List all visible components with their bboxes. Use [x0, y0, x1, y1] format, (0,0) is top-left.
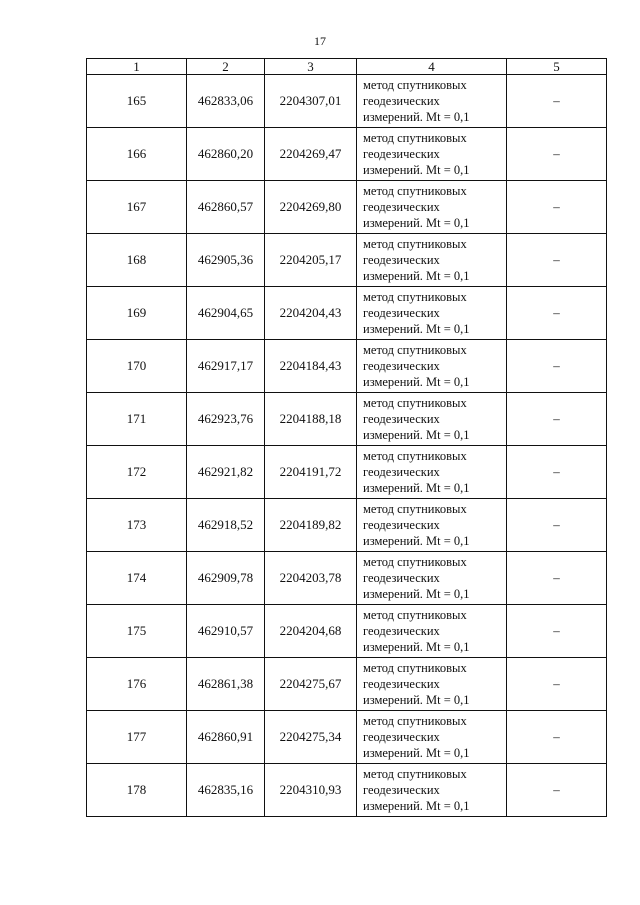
method-text-line: геодезических [363, 783, 440, 797]
table-row [87, 711, 607, 764]
method-text-line: геодезических [363, 677, 440, 691]
table-row [87, 340, 607, 393]
method-cell [357, 764, 507, 817]
method-text-line: измерений. Mt = 0,1 [363, 216, 470, 230]
method-text-line: измерений. Mt = 0,1 [363, 322, 470, 336]
method-text-line: метод спутниковых [363, 396, 467, 410]
x-coordinate-cell: 462904,65 [187, 287, 265, 340]
x-coordinate-cell: 462909,78 [187, 552, 265, 605]
column-5-cell: – [507, 393, 607, 446]
method-cell [357, 234, 507, 287]
method-text-line: геодезических [363, 306, 440, 320]
method-text-line: геодезических [363, 624, 440, 638]
point-number-cell: 178 [87, 764, 187, 817]
column-5-cell: – [507, 128, 607, 181]
x-coordinate-cell: 462918,52 [187, 499, 265, 552]
table-row [87, 552, 607, 605]
column-5-cell: – [507, 340, 607, 393]
x-coordinate-cell: 462860,57 [187, 181, 265, 234]
method-cell [357, 552, 507, 605]
method-text-line: геодезических [363, 465, 440, 479]
method-cell [357, 711, 507, 764]
method-text-line: измерений. Mt = 0,1 [363, 799, 470, 813]
method-text-line: измерений. Mt = 0,1 [363, 640, 470, 654]
method-text-line: метод спутниковых [363, 343, 467, 357]
method-text-line: измерений. Mt = 0,1 [363, 534, 470, 548]
y-coordinate-cell: 2204204,43 [265, 287, 357, 340]
method-text-line: метод спутниковых [363, 555, 467, 569]
method-text-line: метод спутниковых [363, 290, 467, 304]
method-cell [357, 605, 507, 658]
method-text-line: метод спутниковых [363, 449, 467, 463]
table-row [87, 234, 607, 287]
point-number-cell: 170 [87, 340, 187, 393]
x-coordinate-cell: 462923,76 [187, 393, 265, 446]
method-cell [357, 499, 507, 552]
point-number-cell: 171 [87, 393, 187, 446]
column-5-cell: – [507, 764, 607, 817]
point-number-cell: 167 [87, 181, 187, 234]
method-cell [357, 75, 507, 128]
column-5-cell: – [507, 234, 607, 287]
method-text-line: метод спутниковых [363, 767, 467, 781]
column-5-cell: – [507, 181, 607, 234]
method-text-line: метод спутниковых [363, 131, 467, 145]
point-number-cell: 169 [87, 287, 187, 340]
point-number-cell: 166 [87, 128, 187, 181]
table-row [87, 75, 607, 128]
page-number: 17 [314, 34, 326, 48]
column-5-cell: – [507, 287, 607, 340]
method-text-line: геодезических [363, 730, 440, 744]
method-text-line: геодезических [363, 253, 440, 267]
method-cell [357, 287, 507, 340]
x-coordinate-cell: 462860,91 [187, 711, 265, 764]
column-5-cell: – [507, 658, 607, 711]
table-row [87, 393, 607, 446]
method-text-line: измерений. Mt = 0,1 [363, 428, 470, 442]
x-coordinate-cell: 462833,06 [187, 75, 265, 128]
method-text-line: измерений. Mt = 0,1 [363, 110, 470, 124]
method-text-line: измерений. Mt = 0,1 [363, 587, 470, 601]
point-number-cell: 175 [87, 605, 187, 658]
y-coordinate-cell: 2204310,93 [265, 764, 357, 817]
method-text-line: метод спутниковых [363, 608, 467, 622]
method-cell [357, 181, 507, 234]
method-cell [357, 340, 507, 393]
y-coordinate-cell: 2204275,34 [265, 711, 357, 764]
point-number-cell: 174 [87, 552, 187, 605]
point-number-cell: 176 [87, 658, 187, 711]
method-text-line: измерений. Mt = 0,1 [363, 746, 470, 760]
column-5-cell: – [507, 711, 607, 764]
table-body [87, 75, 607, 817]
table-row [87, 287, 607, 340]
method-text-line: геодезических [363, 412, 440, 426]
x-coordinate-cell: 462905,36 [187, 234, 265, 287]
y-coordinate-cell: 2204188,18 [265, 393, 357, 446]
column-5-cell: – [507, 499, 607, 552]
table-row [87, 605, 607, 658]
method-text-line: геодезических [363, 571, 440, 585]
y-coordinate-cell: 2204204,68 [265, 605, 357, 658]
y-coordinate-cell: 2204275,67 [265, 658, 357, 711]
y-coordinate-cell: 2204191,72 [265, 446, 357, 499]
method-text-line: геодезических [363, 359, 440, 373]
column-header-1: 1 [87, 59, 187, 75]
point-number-cell: 177 [87, 711, 187, 764]
method-cell [357, 446, 507, 499]
column-5-cell: – [507, 605, 607, 658]
method-text-line: измерений. Mt = 0,1 [363, 693, 470, 707]
point-number-cell: 173 [87, 499, 187, 552]
method-cell [357, 128, 507, 181]
table-row [87, 499, 607, 552]
y-coordinate-cell: 2204269,80 [265, 181, 357, 234]
column-5-cell: – [507, 75, 607, 128]
method-text-line: метод спутниковых [363, 502, 467, 516]
column-header-3: 3 [265, 59, 357, 75]
method-cell [357, 658, 507, 711]
x-coordinate-cell: 462921,82 [187, 446, 265, 499]
table-row [87, 764, 607, 817]
y-coordinate-cell: 2204269,47 [265, 128, 357, 181]
method-text-line: метод спутниковых [363, 78, 467, 92]
y-coordinate-cell: 2204203,78 [265, 552, 357, 605]
x-coordinate-cell: 462835,16 [187, 764, 265, 817]
x-coordinate-cell: 462910,57 [187, 605, 265, 658]
method-text-line: метод спутниковых [363, 661, 467, 675]
method-text-line: измерений. Mt = 0,1 [363, 481, 470, 495]
method-text-line: метод спутниковых [363, 184, 467, 198]
point-number-cell: 168 [87, 234, 187, 287]
method-text-line: геодезических [363, 518, 440, 532]
table-row [87, 446, 607, 499]
point-number-cell: 172 [87, 446, 187, 499]
method-text-line: геодезических [363, 147, 440, 161]
method-text-line: измерений. Mt = 0,1 [363, 163, 470, 177]
method-text-line: метод спутниковых [363, 714, 467, 728]
y-coordinate-cell: 2204189,82 [265, 499, 357, 552]
y-coordinate-cell: 2204307,01 [265, 75, 357, 128]
method-text-line: геодезических [363, 94, 440, 108]
x-coordinate-cell: 462917,17 [187, 340, 265, 393]
point-number-cell: 165 [87, 75, 187, 128]
method-text-line: метод спутниковых [363, 237, 467, 251]
column-header-5: 5 [507, 59, 607, 75]
table-row [87, 658, 607, 711]
column-5-cell: – [507, 552, 607, 605]
y-coordinate-cell: 2204184,43 [265, 340, 357, 393]
method-cell [357, 393, 507, 446]
column-5-cell: – [507, 446, 607, 499]
table-row [87, 128, 607, 181]
column-header-2: 2 [187, 59, 265, 75]
x-coordinate-cell: 462861,38 [187, 658, 265, 711]
method-text-line: измерений. Mt = 0,1 [363, 375, 470, 389]
x-coordinate-cell: 462860,20 [187, 128, 265, 181]
coordinates-table [86, 58, 607, 817]
column-header-4: 4 [357, 59, 507, 75]
table-header-row [87, 59, 607, 75]
method-text-line: геодезических [363, 200, 440, 214]
y-coordinate-cell: 2204205,17 [265, 234, 357, 287]
table-row [87, 181, 607, 234]
method-text-line: измерений. Mt = 0,1 [363, 269, 470, 283]
